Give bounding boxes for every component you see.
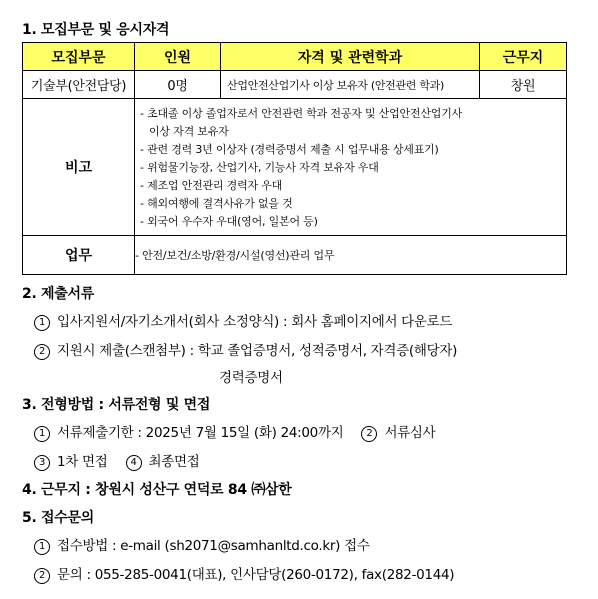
qualification-cell: 산업안전산업기사 이상 보유자 (안전관련 학과) [221, 71, 480, 99]
remarks-row [23, 99, 567, 236]
duty-row [23, 236, 567, 275]
inquiry-item-text: 문의 : 055-285-0041(대표), 인사담당(260-0172), fax(282-0144) [57, 567, 455, 583]
header-division: 모집부문 [23, 43, 135, 71]
submit-item-2-continued: 경력증명서 [219, 370, 283, 386]
submit-item-text: 입사지원서/자기소개서(회사 소정양식) : 회사 홈페이지에서 다운로드 [57, 314, 453, 330]
inquiry-item-2 [34, 563, 454, 584]
selection-step: 1차 면접 [57, 454, 108, 470]
header-qualification: 자격 및 관련학과 [221, 43, 480, 71]
selection-step: 최종면접 [148, 454, 200, 470]
circled-number: 2 [34, 344, 50, 360]
table-row [23, 71, 567, 99]
section5-title: 5. 접수문의 [22, 510, 94, 526]
duty-cell: - 안전/보건/소방/환경/시설(영선)관리 업무 [135, 236, 567, 275]
selection-line-2 [34, 450, 199, 471]
division-cell: 기술부(안전담당) [23, 71, 135, 99]
section1-title: 1. 모집부문 및 응시자격 [22, 22, 170, 38]
inquiry-item-text: 접수방법 : e-mail (sh2071@samhanltd.co.kr) 접수 [57, 538, 370, 554]
circled-number: 2 [34, 568, 50, 584]
remarks-line: - 초대졸 이상 졸업자로서 안전관련 학과 전공자 및 산업안전산업기사 [140, 106, 463, 120]
selection-line-1 [34, 421, 435, 442]
table-header-row [23, 43, 567, 71]
recruitment-table [22, 42, 567, 275]
remarks-item: - 관련 경력 3년 이상자 (경력증명서 제출 시 업무내용 상세표기) [140, 142, 439, 156]
submit-item-text: 지원시 제출(스캔첨부) : 학교 졸업증명서, 성적증명서, 자격증(해당자) [57, 343, 458, 359]
location-cell: 창원 [480, 71, 567, 99]
remarks-line-continued: 이상 자격 보유자 [149, 124, 229, 138]
circled-number: 2 [361, 426, 377, 442]
circled-number: 4 [126, 455, 142, 471]
remarks-label: 비고 [23, 99, 135, 236]
header-headcount: 인원 [135, 43, 221, 71]
remarks-list [135, 104, 566, 231]
remarks-cell [135, 99, 567, 236]
section4-title: 4. 근무지 : 창원시 성산구 연덕로 84 ㈜삼한 [22, 482, 292, 498]
section2-title: 2. 제출서류 [22, 286, 94, 302]
submit-item-2 [34, 339, 457, 360]
selection-step: 서류제출기한 : 2025년 7월 15일 (화) 24:00까지 [57, 425, 344, 441]
circled-number: 1 [34, 539, 50, 555]
submit-item-1 [34, 310, 452, 331]
remarks-item [140, 105, 566, 141]
duty-label: 업무 [23, 236, 135, 275]
selection-step: 서류심사 [384, 425, 436, 441]
remarks-item: - 제조업 안전관리 경력자 우대 [140, 178, 283, 192]
inquiry-item-1 [34, 534, 370, 555]
header-location: 근무지 [480, 43, 567, 71]
circled-number: 1 [34, 426, 50, 442]
headcount-cell: 0명 [135, 71, 221, 99]
section3-title: 3. 전형방법 : 서류전형 및 면접 [22, 397, 211, 413]
circled-number: 1 [34, 315, 50, 331]
remarks-item: - 외국어 우수자 우대(영어, 일본어 등) [140, 214, 318, 228]
remarks-item: - 위험물기능장, 산업기사, 기능사 자격 보유자 우대 [140, 160, 379, 174]
remarks-item: - 해외여행에 결격사유가 없을 것 [140, 196, 293, 210]
circled-number: 3 [34, 455, 50, 471]
